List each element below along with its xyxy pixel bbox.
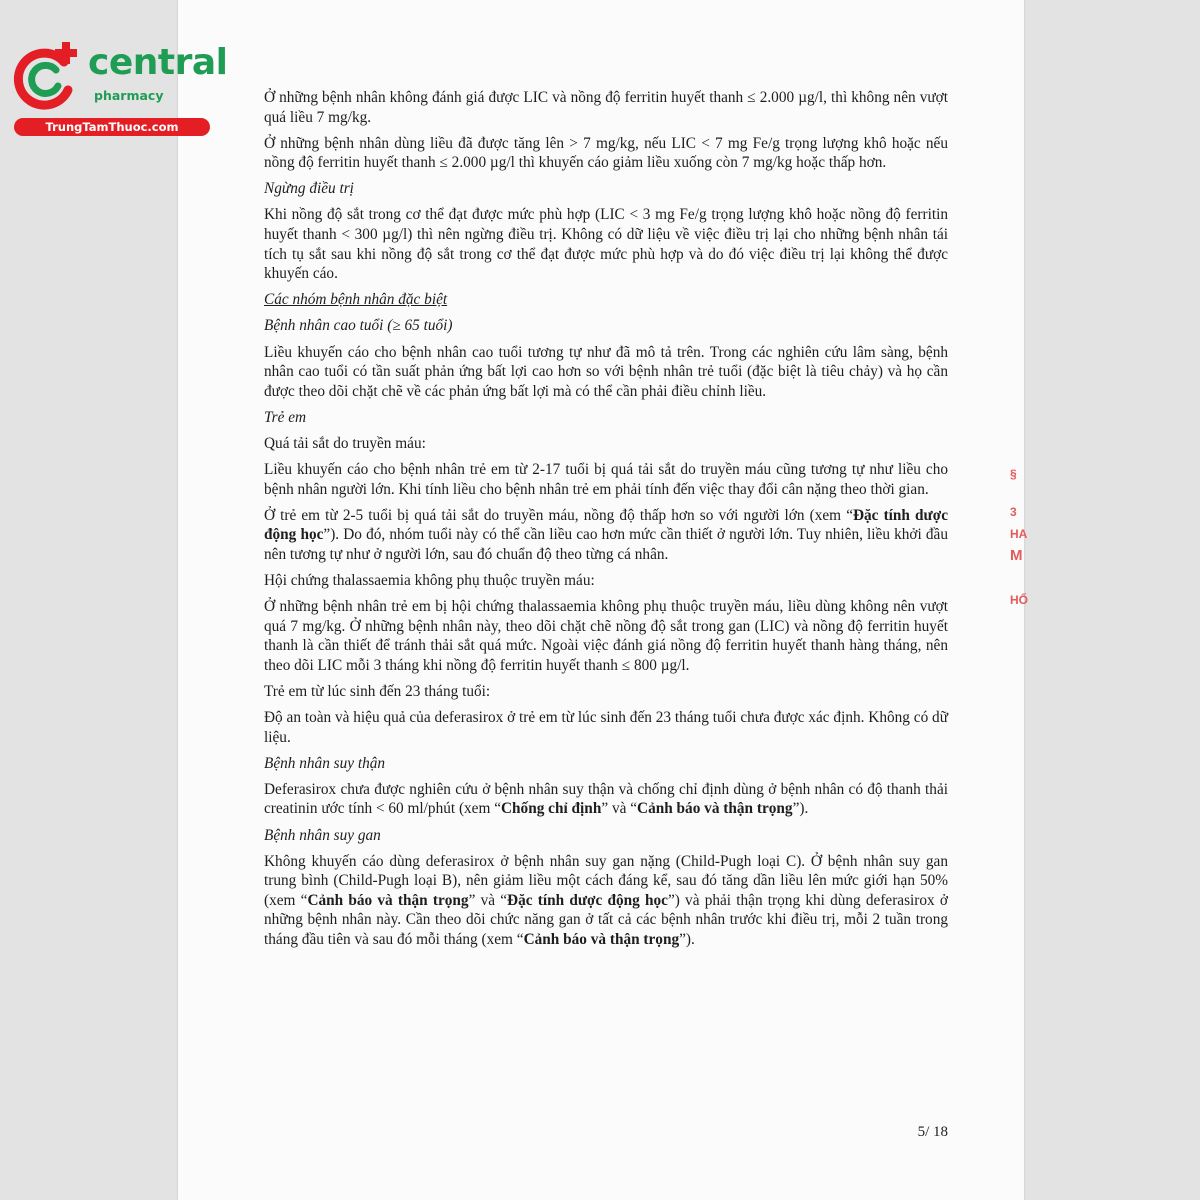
paragraph: Hội chứng thalassaemia không phụ thuộc truyền máu: <box>264 571 595 589</box>
stamp-text: HỐ <box>1010 593 1028 607</box>
document-body <box>264 88 948 956</box>
logo-name: central <box>88 42 228 83</box>
stamp-text: HA <box>1010 527 1028 541</box>
paragraph: Liều khuyến cáo cho bệnh nhân trẻ em từ 2-17 tuổi bị quá tải sắt do truyền máu cũng tương tự như liều cho bệnh nhân người lớn. Khi tính liều cho bệnh nhân trẻ em phải tính đến việc thay đổi cân nặng theo thời gian. <box>264 461 948 498</box>
paragraph: Liều khuyến cáo cho bệnh nhân cao tuổi tương tự như đã mô tả trên. Trong các nghiên cứu lâm sàng, bệnh nhân cao tuổi có tần suất phản ứng bất lợi cao hơn so với bệnh nhân trẻ tuổi (đặc biệt là tiêu chảy) và họ cần được theo dõi chặt chẽ về các phản ứng bất lợi mà có thể cần phải điều chỉnh liều. <box>264 343 948 400</box>
paragraph: Ở những bệnh nhân dùng liều đã được tăng lên > 7 mg/kg, nếu LIC < 7 mg Fe/g trọng lượng khô hoặc nếu nồng độ ferritin huyết thanh ≤ 2.000 µg/l thì khuyến cáo giảm liều xuống còn 7 mg/kg hoặc thấp hơn. <box>264 134 948 172</box>
section-heading: Bệnh nhân suy gan <box>264 826 381 844</box>
paragraph: Ở những bệnh nhân trẻ em bị hội chứng thalassaemia không phụ thuộc truyền máu, liều dùng không nên vượt quá 7 mg/kg. Ở những bệnh nhân này, theo dõi chặt chẽ nồng độ sắt trong gan (LIC) và nồng độ ferritin huyết thanh là cần thiết để tránh thải sắt quá mức. Ngoài việc đánh giá nồng độ ferritin huyết thanh hàng tháng, nên theo dõi LIC mỗi 3 tháng khi nồng độ ferritin huyết thanh ≤ 800 µg/l. <box>264 598 948 674</box>
paragraph: Ở những bệnh nhân không đánh giá được LIC và nồng độ ferritin huyết thanh ≤ 2.000 µg/l, thì không nên vượt quá liều 7 mg/kg. <box>264 89 948 126</box>
paragraph: Trẻ em từ lúc sinh đến 23 tháng tuổi: <box>264 682 491 700</box>
red-stamp-fragment <box>1006 460 1030 630</box>
paragraph: Không khuyến cáo dùng deferasirox ở bệnh nhân suy gan nặng (Child-Pugh loại C). Ở bệnh nhân suy gan trung bình (Child-Pugh loại B), nên giảm liều một cách đáng kể, sau đó tăng dần liều lên mức giới hạn 50% (xem “Cảnh báo và thận trọng” và “Đặc tính dược động học”) và phải thận trọng khi dùng deferasirox ở những bệnh nhân này. Cần theo dõi chức năng gan ở tất cả các bệnh nhân trước khi điều trị, mỗi 2 tuần trong tháng đầu tiên và sau đó mỗi tháng (xem “Cảnh báo và thận trọng”). <box>264 852 948 948</box>
logo-url-badge[interactable]: TrungTamThuoc.com <box>14 118 210 136</box>
logo-subtitle: pharmacy <box>94 88 164 103</box>
stamp-text: 3 <box>1010 505 1017 519</box>
paragraph: Độ an toàn và hiệu quả của deferasirox ở trẻ em từ lúc sinh đến 23 tháng tuổi chưa được xác định. Không có dữ liệu. <box>264 709 948 746</box>
paragraph: Khi nồng độ sắt trong cơ thể đạt được mức phù hợp (LIC < 3 mg Fe/g trọng lượng khô hoặc nồng độ ferritin huyết thanh < 300 µg/l) thì nên ngừng điều trị. Không có dữ liệu về việc điều trị lại cho những bệnh nhân tái tích tụ sắt sau khi nồng độ sắt trong cơ thể đạt được mức phù hợp và do đó việc điều trị lại không thể được khuyến cáo. <box>264 206 948 283</box>
section-heading: Ngừng điều trị <box>264 180 354 198</box>
stamp-text: M <box>1010 547 1023 564</box>
section-heading: Bệnh nhân cao tuổi (≥ 65 tuổi) <box>264 317 453 335</box>
stamp-text: § <box>1010 467 1017 481</box>
paragraph: Quá tải sắt do truyền máu: <box>264 434 426 452</box>
logo-c-cross-icon <box>10 38 90 118</box>
paragraph: Deferasirox chưa được nghiên cứu ở bệnh nhân suy thận và chống chỉ định dùng ở bệnh nhân có độ thanh thải creatinin ước tính < 60 ml/phút (xem “Chống chỉ định” và “Cảnh báo và thận trọng”). <box>264 780 948 818</box>
section-heading: Trẻ em <box>264 408 307 426</box>
page-number: 5/ 18 <box>917 1124 948 1140</box>
paragraph: Ở trẻ em từ 2-5 tuổi bị quá tải sắt do truyền máu, nồng độ thấp hơn so với người lớn (xem “Đặc tính dược động học”). Do đó, nhóm tuổi này có thể cần liều cao hơn mức cần thiết ở người lớn. Tuy nhiên, liều khởi đầu nên tương tự như ở người lớn, sau đó chuẩn độ theo từng cá nhân. <box>264 506 948 563</box>
section-heading: Bệnh nhân suy thận <box>264 754 386 772</box>
section-heading: Các nhóm bệnh nhân đặc biệt <box>264 291 448 309</box>
